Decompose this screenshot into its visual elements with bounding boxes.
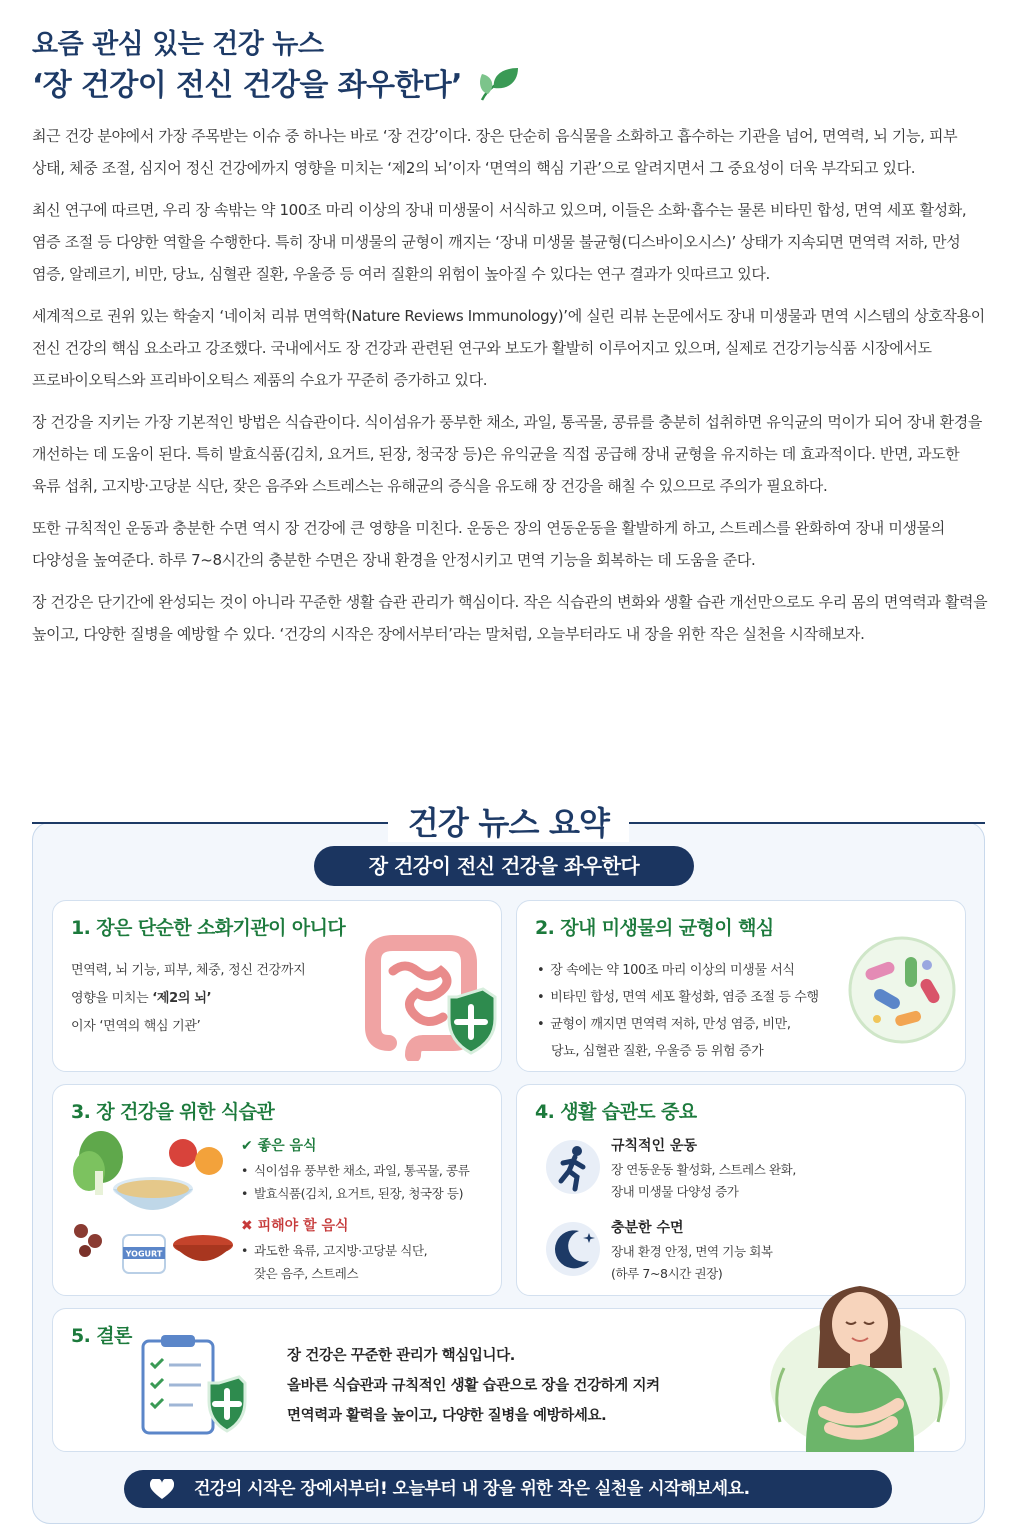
habit-text: (하루 7~8시간 권장): [611, 1266, 723, 1281]
leaf-icon: [476, 66, 522, 106]
banner-text: 건강의 시작은 장에서부터! 오늘부터 내 장을 위한 작은 실천을 시작해보세요.: [194, 1479, 750, 1499]
microbe-dish-icon: [847, 935, 957, 1045]
habit-title: 규칙적인 운동: [611, 1138, 698, 1154]
card1-line-bold: ‘제2의 뇌’: [152, 991, 212, 1006]
list-item: • 비타민 합성, 면역 세포 활성화, 염증 조절 등 수행: [537, 984, 819, 1011]
x-circle-icon: ✖: [241, 1218, 258, 1234]
headline: [32, 26, 992, 108]
list-item: • 식이섬유 풍부한 채소, 과일, 통곡물, 콩류: [241, 1159, 469, 1182]
yogurt-label: YOGURT: [125, 1249, 163, 1259]
list-item: • 발효식품(김치, 요거트, 된장, 청국장 등): [241, 1182, 469, 1205]
habit-sleep: [611, 1217, 773, 1285]
food-bowl-icon: [67, 1131, 233, 1281]
article-paragraph: 세계적으로 권위 있는 학술지 ‘네이처 리뷰 면역학(Nature Reviews Immunology)’에 실린 리뷰 논문에서도 장내 미생물과 면역 시스템의 상호작용이 전신 건강의 핵심 요소라고 강조했다. 국내에서도 장 건강과 관련된 연구와 보도가 활발히 이루어지고 있으며, 실제로 건강기능식품 시장에서도 프로바이오틱스와 프리바이오틱스 제품의 수요가 꾸준히 증가하고 있다.: [32, 307, 985, 389]
list-item: • 과도한 육류, 고지방·고당분 식단,: [241, 1239, 427, 1262]
card5-body: [287, 1341, 660, 1431]
summary-title: 건강 뉴스 요약: [388, 804, 629, 842]
article-body: [32, 120, 992, 650]
bad-foods-label: 피해야 할 음식: [257, 1218, 349, 1234]
article-paragraph: 장 건강은 단기간에 완성되는 것이 아니라 꾸준한 생활 습관 관리가 핵심이다. 작은 식습관의 변화와 생활 습관 개선만으로도 우리 몸의 면역력과 활력을 높이고, 다양한 질병을 예방할 수 있다. ‘건강의 시작은 장에서부터’라는 말처럼, 오늘부터라도 내 장을 위한 작은 실천을 시작해보자.: [32, 593, 988, 643]
habit-text: 장내 환경 안정, 면역 기능 회복: [611, 1244, 773, 1259]
good-foods-heading: [241, 1135, 469, 1155]
list-item: • 장 속에는 약 100조 마리 이상의 미생물 서식: [537, 957, 819, 984]
article-title-row: [32, 64, 992, 108]
card1-line-pre: 영향을 미치는: [71, 991, 153, 1006]
card5-line: 장 건강은 꾸준한 관리가 핵심입니다.: [287, 1348, 515, 1364]
good-foods-label: 좋은 음식: [257, 1138, 317, 1154]
article-kicker: 요즘 관심 있는 건강 뉴스: [32, 29, 324, 60]
list-item: 당뇨, 심혈관 질환, 우울증 등 위험 증가: [551, 1044, 764, 1059]
article-paragraph: 또한 규칙적인 운동과 충분한 수면 역시 장 건강에 큰 영향을 미친다. 운동은 장의 연동운동을 활발하게 하고, 스트레스를 완화하여 장내 미생물의 다양성을 높여준다. 하루 7~8시간의 충분한 수면은 장내 환경을 안정시키고 면역 기능을 회복하는 데 도움을 준다.: [32, 519, 945, 569]
habit-text: 장내 미생물 다양성 증가: [611, 1184, 739, 1199]
card1-line: 면역력, 뇌 기능, 피부, 체중, 정신 건강까지: [71, 963, 306, 978]
summary-title-wrap: [32, 798, 985, 844]
card1-body: [71, 957, 305, 1041]
article-title: ‘장 건강이 전신 건강을 좌우한다’: [32, 68, 462, 103]
check-circle-icon: ✔: [241, 1138, 258, 1154]
article-paragraph: 최신 연구에 따르면, 우리 장 속밖는 약 100조 마리 이상의 장내 미생물이 서식하고 있으며, 이들은 소화·흡수는 물론 비타민 합성, 면역 세포 활성화, 염증 조절 등 다양한 역할을 수행한다. 특히 장내 미생물의 균형이 깨지는 ‘장내 미생물 불균형(디스바이오시스)’ 상태가 지속되면 면역력 저하, 만성 염증, 알레르기, 비만, 당뇨, 심혈관 질환, 우울증 등 여러 질환의 위험이 높아질 수 있다는 연구 결과가 잇따르고 있다.: [32, 201, 967, 283]
card3-heading: 3. 장 건강을 위한 식습관: [71, 1101, 275, 1123]
card-diet: [52, 1084, 502, 1296]
card1-line: [71, 985, 305, 1013]
card1-heading: 1. 장은 단순한 소화기관이 아니다: [71, 917, 346, 939]
card2-heading: 2. 장내 미생물의 균형이 핵심: [535, 917, 774, 939]
list-item: 잦은 음주, 스트레스: [254, 1266, 359, 1281]
card2-bullets: [537, 957, 819, 1065]
summary-infographic: [32, 790, 985, 1524]
bad-foods: [241, 1215, 427, 1285]
heart-icon: [150, 1479, 174, 1500]
habit-title: 충분한 수면: [611, 1220, 684, 1236]
summary-subtitle: 장 건강이 전신 건강을 좌우한다: [314, 846, 694, 886]
card4-heading: 4. 생활 습관도 중요: [535, 1101, 697, 1123]
article: [32, 26, 992, 660]
running-person-icon: [545, 1139, 601, 1195]
bottom-banner: [124, 1470, 892, 1508]
card5-line: 면역력과 활력을 높이고, 다양한 질병을 예방하세요.: [287, 1408, 607, 1424]
card-lifestyle: [516, 1084, 966, 1296]
bad-foods-heading: [241, 1215, 427, 1235]
card-gut-organ: [52, 900, 502, 1072]
bad-foods-list: [241, 1239, 427, 1285]
article-paragraph: 최근 건강 분야에서 가장 주목받는 이슈 중 하나는 바로 ‘장 건강’이다. 장은 단순히 음식물을 소화하고 흡수하는 기관을 넘어, 면역력, 뇌 기능, 피부 상태, 체중 조절, 심지어 정신 건강에까지 영향을 미치는 ‘제2의 뇌’이자 ‘면역의 핵심 기관’으로 알려지면서 그 중요성이 더욱 부각되고 있다.: [32, 127, 958, 177]
clipboard-checklist-icon: [135, 1331, 247, 1441]
card1-line: 이자 ‘면역의 핵심 기관’: [71, 1019, 201, 1034]
good-foods-list: [241, 1159, 469, 1205]
moon-stars-icon: [545, 1221, 601, 1277]
card-microbiome-balance: [516, 900, 966, 1072]
intestine-icon: [353, 931, 499, 1061]
habit-exercise: [611, 1135, 796, 1203]
habit-text: 장 연동운동 활성화, 스트레스 완화,: [611, 1162, 796, 1177]
card5-line: 올바른 식습관과 규칙적인 생활 습관으로 장을 건강하게 지켜: [287, 1378, 660, 1394]
article-paragraph: 장 건강을 지키는 가장 기본적인 방법은 식습관이다. 식이섬유가 풍부한 채소, 과일, 통곡물, 콩류를 충분히 섭취하면 유익균의 먹이가 되어 장내 환경을 개선하는 데 도움이 된다. 특히 발효식품(김치, 요거트, 된장, 청국장 등)은 유익균을 직접 공급해 장내 균형을 유지하는 데 효과적이다. 반면, 과도한 육류 섭취, 고지방·고당분 식단, 잦은 음주와 스트레스는 유해균의 증식을 유도해 장 건강을 해칠 수 있으므로 주의가 필요하다.: [32, 413, 983, 495]
card5-heading: 5. 결론: [71, 1325, 132, 1347]
woman-holding-belly-illustration: [750, 1272, 968, 1452]
good-foods: [241, 1135, 469, 1205]
list-item: • 균형이 깨지면 면역력 저하, 만성 염증, 비만,: [537, 1011, 819, 1038]
